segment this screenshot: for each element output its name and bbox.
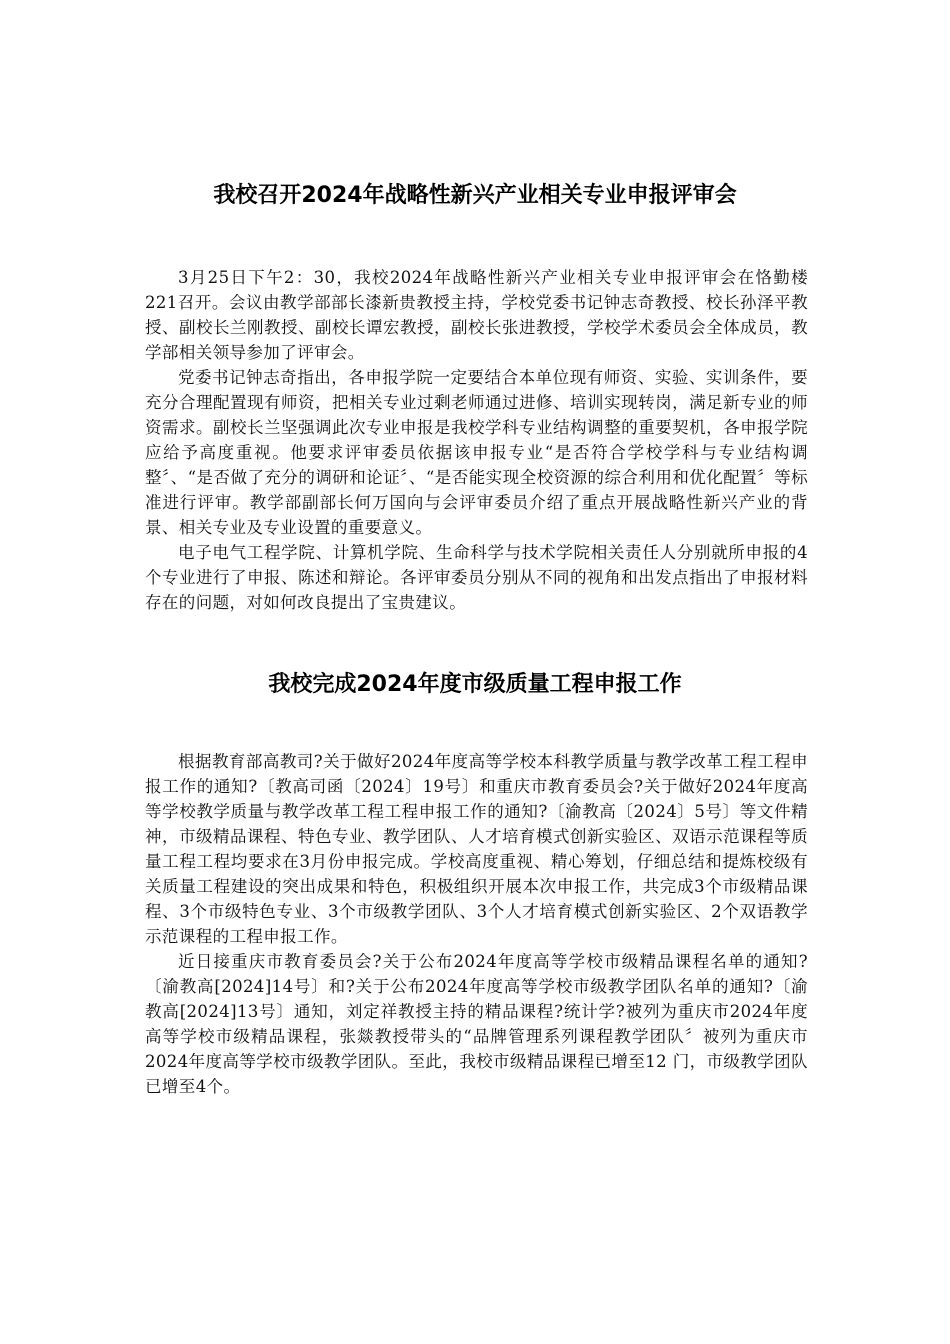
article-1-paragraph-1: 3月25日下午2：30，我校2024年战略性新兴产业相关专业申报评审会在恪勤楼221召开。会议由教学部部长漆新贵教授主持，学校党委书记钟志奇教授、校长孙泽平教授、副校长兰刚教授、副校长谭宏教授，副校长张进教授，学校学术委员会全体成员，教学部相关领导参加了评审会。 [145,268,808,362]
article-2-paragraph-2: 近日接重庆市教育委员会?关于公布2024年度高等学校市级精品课程名单的通知?〔渝教高[2024]14号〕和?关于公布2024年度高等学校市级教学团队名单的通知?〔渝教高[2024]13号〕通知，刘定祥教授主持的精品课程?统计学?被列为重庆市2024年度高等学校市级精品课程，张燚教授带头的“品牌管理系列课程教学团队〞被列为重庆市2024年度高等学校市级教学团队。至此，我校市级精品课程已增至12 门，市级教学团队已增至4个。 [145,952,808,1096]
article-title-1: 我校召开2024年战略性新兴产业相关专业申报评审会 [213,183,737,208]
article-body-1 [145,265,808,615]
article-1-paragraph-2: 党委书记钟志奇指出，各申报学院一定要结合本单位现有师资、实验、实训条件，要充分合理配置现有师资，把相关专业过剩老师通过进修、培训实现转岗，满足新专业的师资需求。副校长兰坚强调此次专业申报是我校学科专业结构调整的重要契机，各申报学院应给予高度重视。他要求评审委员依据该申报专业“是否符合学校学科与专业结构调整〞、“是否做了充分的调研和论证〞、“是否能实现全校资源的综合利用和优化配置〞等标准进行评审。教学部副部长何万国向与会评审委员介绍了重点开展战略性新兴产业的背景、相关专业及专业设置的重要意义。 [145,368,808,537]
article-1-paragraph-3: 电子电气工程学院、计算机学院、生命科学与技术学院相关责任人分别就所申报的4个专业进行了申报、陈述和辩论。各评审委员分别从不同的视角和出发点指出了申报材料存在的问题，对如何改良提出了宝贵建议。 [145,543,808,612]
article-body-2 [145,749,808,1099]
article-2-paragraph-1: 根据教育部高教司?关于做好2024年度高等学校本科教学质量与教学改革工程工程申报工作的通知?〔教高司函〔2024〕19号〕和重庆市教育委员会?关于做好2024年度高等学校教学质量与教学改革工程工程申报工作的通知?〔渝教高〔2024〕5号〕等文件精神，市级精品课程、特色专业、教学团队、人才培育模式创新实验区、双语示范课程等质量工程工程均要求在3月份申报完成。学校高度重视、精心筹划，仔细总结和提炼校级有关质量工程建设的突出成果和特色，积极组织开展本次申报工作，共完成3个市级精品课程、3个市级特色专业、3个市级教学团队、3个人才培育模式创新实验区、2个双语教学示范课程的工程申报工作。 [145,752,808,946]
article-title-2: 我校完成2024年度市级质量工程申报工作 [268,672,682,697]
